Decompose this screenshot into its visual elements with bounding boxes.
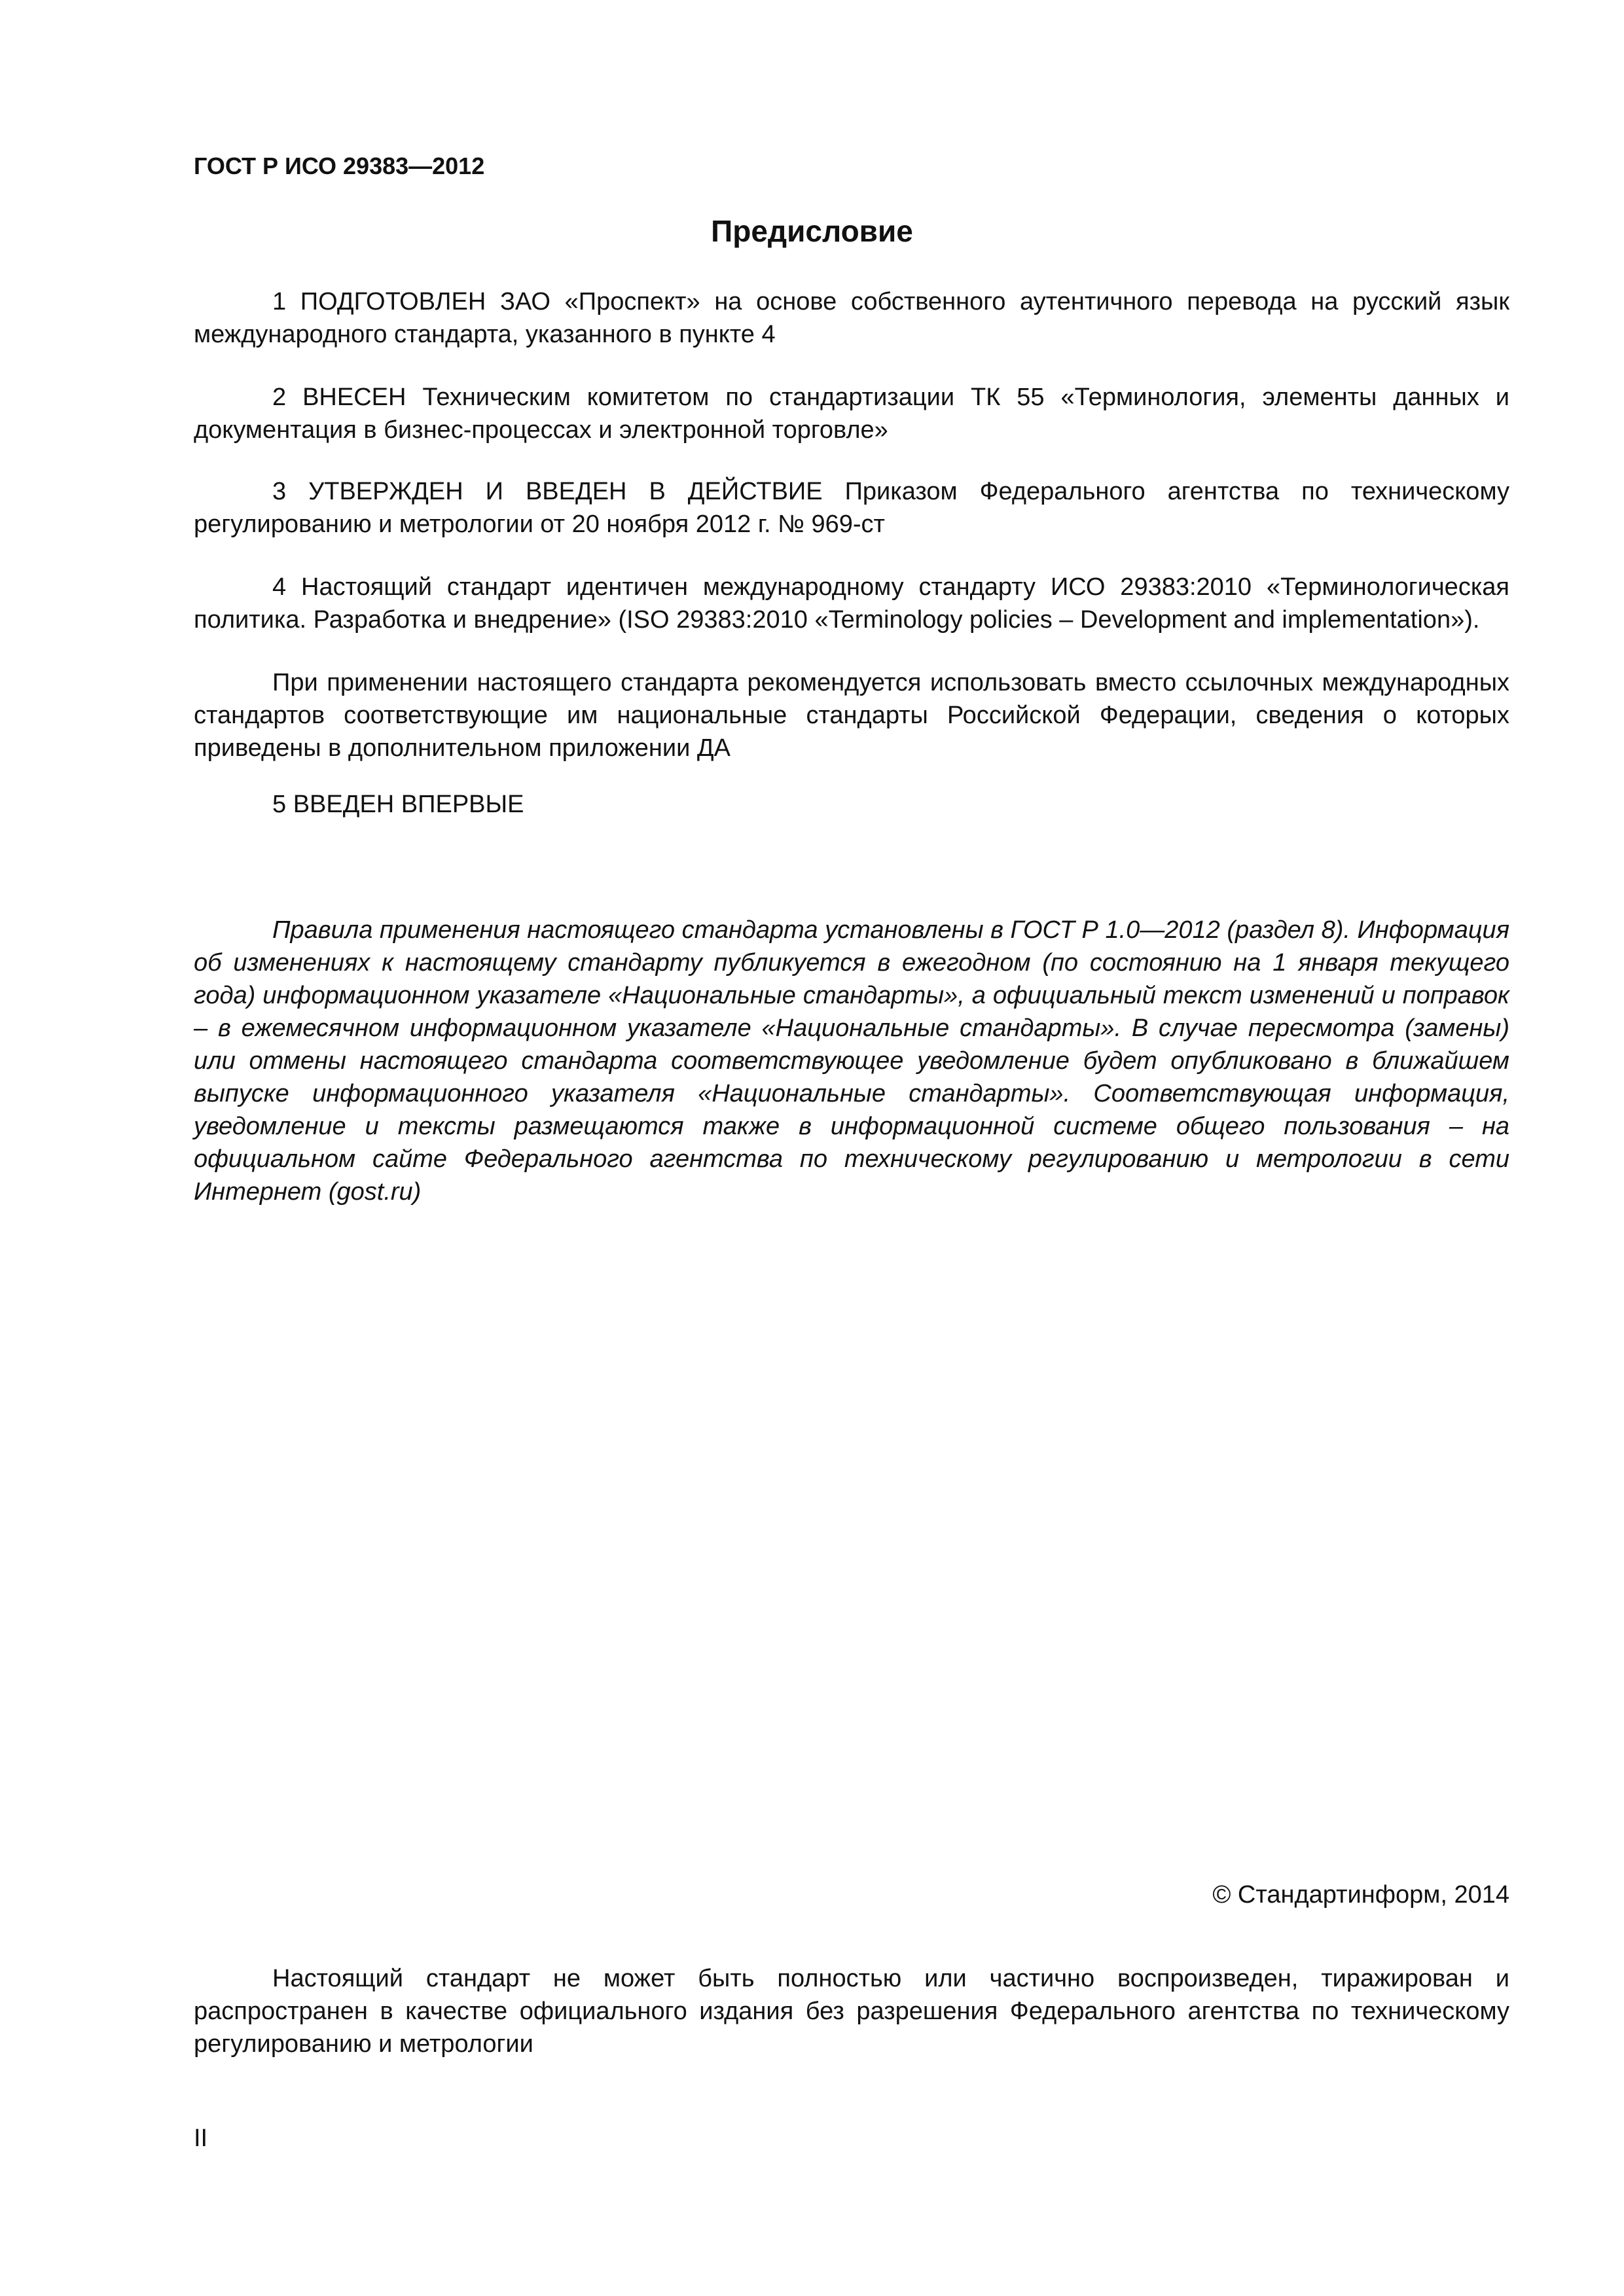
paragraph-introduced-by: 2 ВНЕСЕН Техническим комитетом по стандартизации ТК 55 «Терминология, элементы данных и документация в бизнес-процессах и электронной торговле»	[194, 384, 1509, 444]
paragraph-first-introduced: 5 ВВЕДЕН ВПЕРВЫЕ	[272, 791, 524, 818]
paragraph-national-standards-usage: При применении настоящего стандарта рекомендуется использовать вместо ссылочных международных стандартов соответствующие им национальные стандарты Российской Федерации, сведения о которых приведены в дополнительном приложении ДА	[194, 669, 1509, 762]
paragraph-approved: 3 УТВЕРЖДЕН И ВВЕДЕН В ДЕЙСТВИЕ Приказом Федерального агентства по техническому регулированию и метрологии от 20 ноября 2012 г. № 969-ст	[194, 478, 1509, 538]
reproduction-notice: Настоящий стандарт не может быть полностью или частично воспроизведен, тиражирован и распространен в качестве официального издания без разрешения Федерального агентства по техническому регулированию и метрологии	[194, 1965, 1509, 2058]
page-title: Предисловие	[711, 214, 913, 248]
document-code: ГОСТ Р ИСО 29383—2012	[194, 152, 485, 179]
application-rules-note: Правила применения настоящего стандарта установлены в ГОСТ Р 1.0—2012 (раздел 8). Информация об изменениях к настоящему стандарту публикуется в ежегодном (по состоянию на 1 января текущего года) информационном указателе «Национальные стандарты», а официальный текст изменений и поправок – в ежемесячном информационном указателе «Национальные стандарты». В случае пересмотра (замены) или отмены настоящего стандарта соответствующее уведомление будет опубликовано в ближайшем выпуске информационного указателя «Национальные стандарты». Соответствующая информация, уведомление и тексты размещаются также в информационной системе общего пользования – на официальном сайте Федерального агентства по техническому регулированию и метрологии в сети Интернет (gost.ru)	[194, 916, 1509, 1206]
copyright-line: © Стандартинформ, 2014	[1212, 1881, 1509, 1909]
paragraph-prepared-by: 1 ПОДГОТОВЛЕН ЗАО «Проспект» на основе собственного аутентичного перевода на русский язык международного стандарта, указанного в пункте 4	[194, 288, 1509, 348]
paragraph-identical-standard: 4 Настоящий стандарт идентичен международному стандарту ИСО 29383:2010 «Терминологическая политика. Разработка и внедрение» (ISO 29383:2010 «Terminology policies – Development and implementation»).	[194, 573, 1509, 634]
page-number: II	[194, 2125, 208, 2152]
